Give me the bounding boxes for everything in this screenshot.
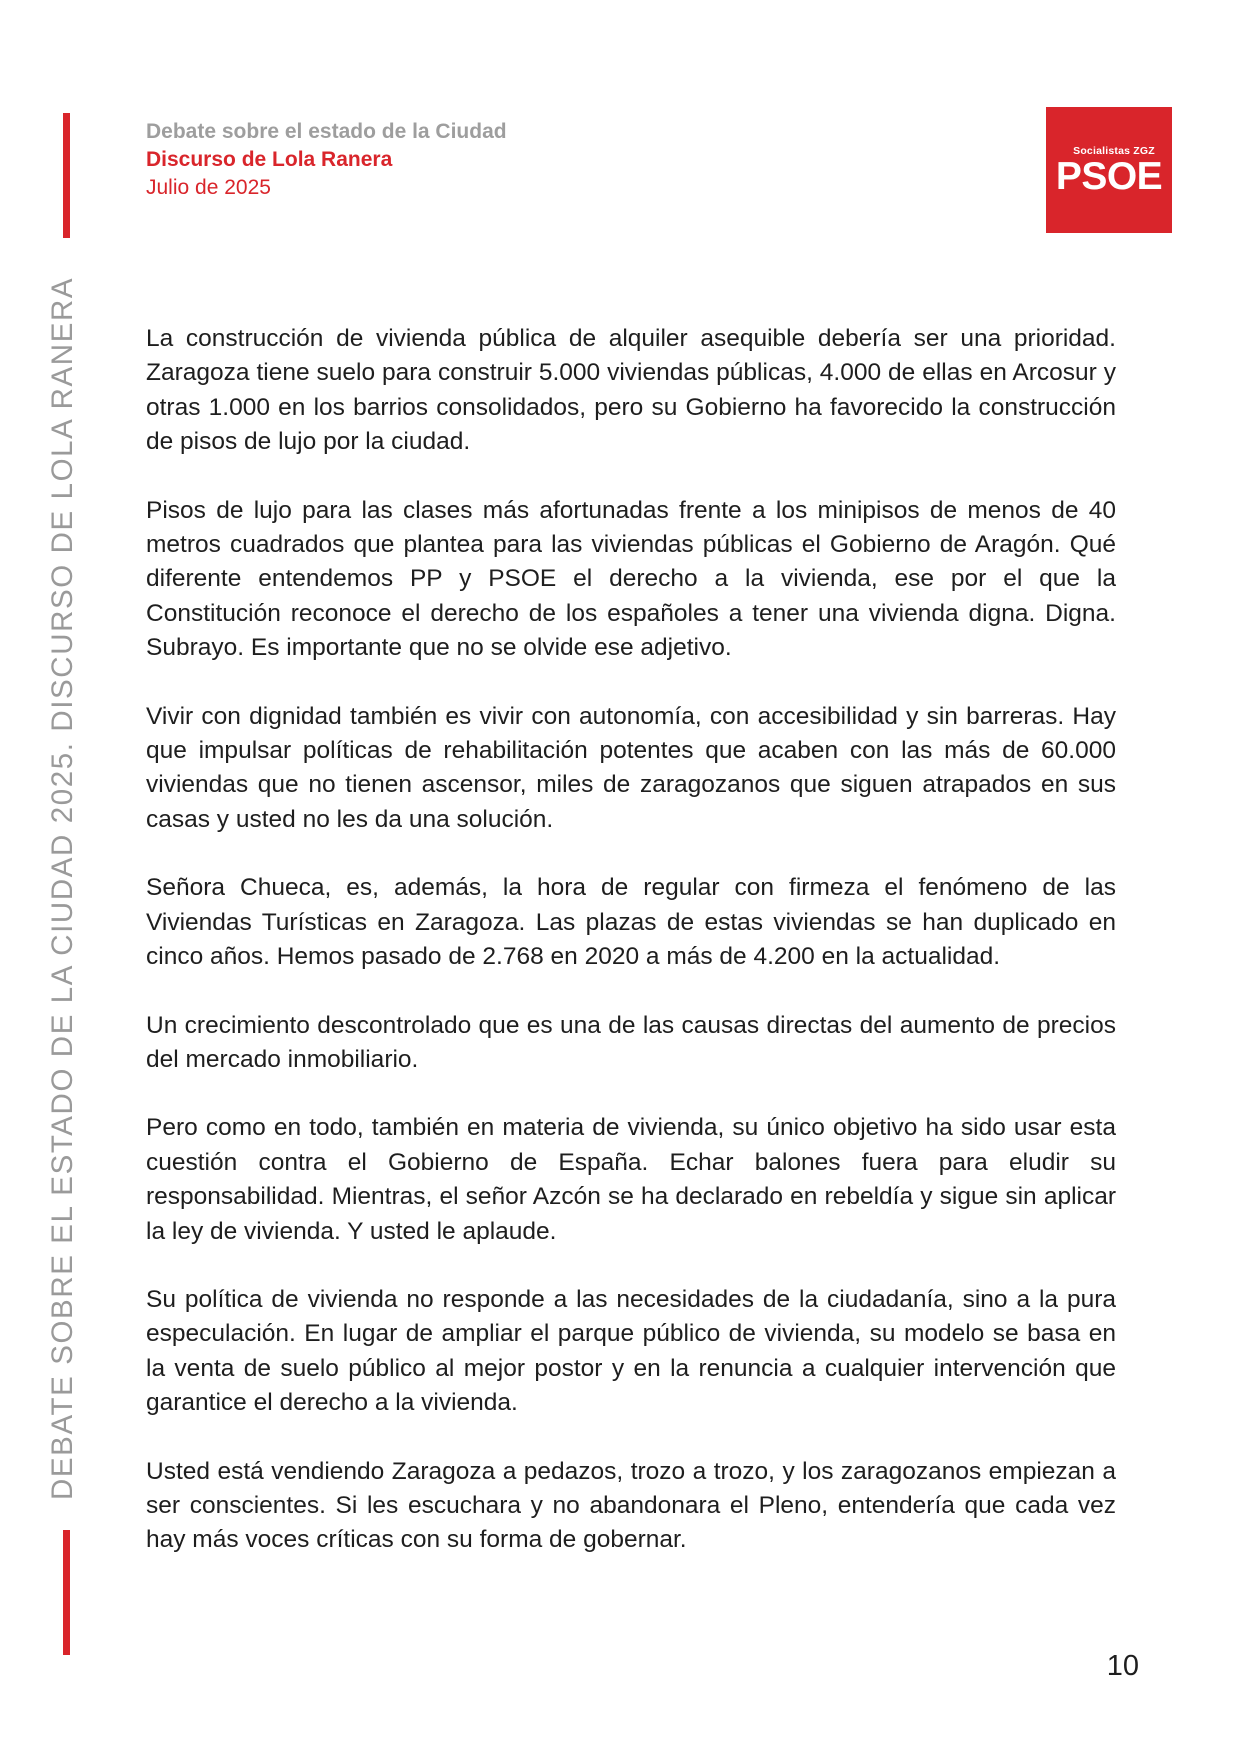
paragraph: Señora Chueca, es, además, la hora de regular con firmeza el fenómeno de las Viviendas Turísticas en Zaragoza. Las plazas de estas viviendas se han duplicado en cinco años. Hemos pasado de 2.768 en 2020 a más de 4.200 en la actualidad.: [146, 874, 1116, 971]
paragraph: Usted está vendiendo Zaragoza a pedazos, trozo a trozo, y los zaragozanos empiezan a ser conscientes. Si les escuchara y no abandonara el Pleno, entendería que cada vez hay más voces críticas con su forma de gobernar.: [146, 1457, 1116, 1554]
side-accent-bar-top: [63, 113, 70, 238]
document-header: [146, 118, 507, 202]
logo-main-text: PSOE: [1055, 155, 1163, 198]
paragraph: Un crecimiento descontrolado que es una de las causas directas del aumento de precios del mercado inmobiliario.: [146, 1011, 1116, 1073]
paragraph: Vivir con dignidad también es vivir con autonomía, con accesibilidad y sin barreras. Hay que impulsar políticas de rehabilitación potentes que acaben con las más de 60.000 viviendas que no tienen ascensor, miles de zaragozanos que siguen atrapados en sus casas y usted no les da una solución.: [146, 702, 1116, 833]
vertical-document-title: DEBATE SOBRE EL ESTADO DE LA CIUDAD 2025. DISCURSO DE LOLA RANERA: [46, 276, 79, 1500]
paragraph: Pero como en todo, también en materia de vivienda, su único objetivo ha sido usar esta cuestión contra el Gobierno de España. Echar balones fuera para eludir su responsabilidad. Mientras, el señor Azcón se ha declarado en rebeldía y sigue sin aplicar la ley de vivienda. Y usted le aplaude.: [146, 1114, 1116, 1245]
page-number: 10: [1106, 1650, 1139, 1682]
paragraph: Su política de vivienda no responde a las necesidades de la ciudadanía, sino a la pura especulación. En lugar de ampliar el parque público de vivienda, su modelo se basa en la venta de suelo público al mejor postor y en la renuncia a cualquier intervención que garantice el derecho a la vivienda.: [146, 1285, 1116, 1417]
speech-body: [146, 322, 1116, 1592]
psoe-logo: [1046, 107, 1172, 233]
header-date: Julio de 2025: [146, 176, 271, 199]
side-accent-bar-bottom: [63, 1530, 70, 1655]
header-title: Discurso de Lola Ranera: [146, 148, 393, 171]
paragraph: La construcción de vivienda pública de alquiler asequible debería ser una prioridad. Zaragoza tiene suelo para construir 5.000 viviendas públicas, 4.000 de ellas en Arcosur y otras 1.000 en los barrios consolidados, pero su Gobierno ha favorecido la construcción de pisos de lujo por la ciudad.: [146, 325, 1116, 456]
logo-top-text: Socialistas ZGZ: [1073, 145, 1155, 157]
header-series: Debate sobre el estado de la Ciudad: [146, 120, 507, 143]
paragraph: Pisos de lujo para las clases más afortunadas frente a los minipisos de menos de 40 metros cuadrados que plantea para las viviendas públicas el Gobierno de Aragón. Qué diferente entendemos PP y PSOE el derecho a la vivienda, ese por el que la Constitución reconoce el derecho de los españoles a tener una vivienda digna. Digna. Subrayo. Es importante que no se olvide ese adjetivo.: [146, 496, 1116, 662]
